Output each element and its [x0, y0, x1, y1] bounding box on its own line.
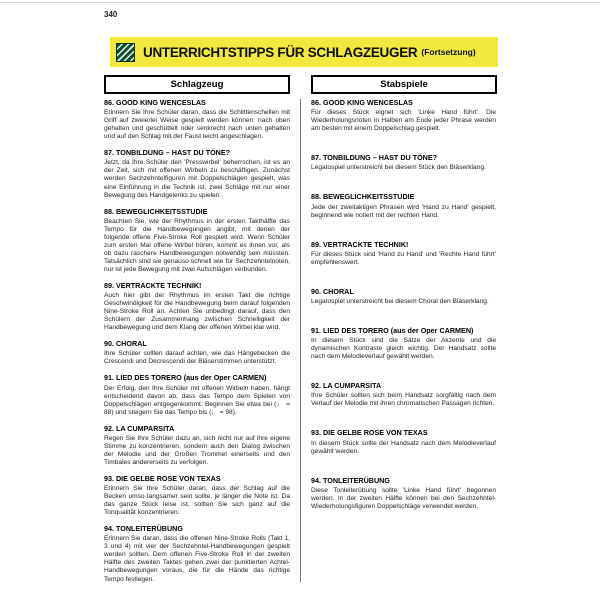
column-header-stabspiele: Stabspiele [311, 75, 497, 94]
tip-section [104, 525, 290, 583]
tip-section [104, 425, 290, 467]
tip-section [311, 154, 496, 172]
tip-body: Auch hier gibt der Rhythmus im ersten Takt die richtige Geschwindigkeit für die Handbewegung beim darauf folgenden Nine-Stroke Roll an. Achten Sie unbedingt darauf, dass den Schülern der Zusammenhang zwischen Schnelligkeit der Handbewegung und dem Klang der offenen Wirbel klar wird. [104, 292, 290, 332]
tip-section [104, 282, 290, 332]
tip-heading: 89. VERTRACKTE TECHNIK! [311, 239, 409, 249]
tip-section [104, 340, 290, 366]
tip-body: Legatospiel unterstreicht bei diesem Choral den Bläserklang. [311, 297, 489, 305]
tip-heading: 91. LIED DES TORERO (aus der Oper CARMEN) [311, 325, 474, 335]
tip-heading: 88. BEWEGLICHKEITSSTUDIE [311, 192, 415, 202]
tip-heading: 89. VERTRACKTE TECHNIK! [104, 280, 202, 290]
tip-body: Regen Sie Ihre Schüler dazu an, sich nicht nur auf ihre eigene Stimme zu konzentrieren, sondern auch den Dialog zwischen der Melodie und der Großen Trommel einerseits und den Timbales andererseits zu verfolgen. [104, 434, 290, 466]
tip-heading: 93. DIE GELBE ROSE VON TEXAS [311, 428, 428, 438]
tip-heading: 90. CHORAL [104, 339, 147, 349]
column-schlagzeug [104, 99, 290, 582]
two-column-body [104, 99, 497, 582]
tip-section [104, 374, 290, 416]
tip-heading: 92. LA CUMPARSITA [104, 423, 175, 433]
tip-body: Erinnern Sie Ihre Schüler daran, dass der Schlag auf die Becken umso langsamer sein sollte, je länger die Note ist. Da das ganze Stück leise ist, sollten Sie sich ganz auf die Tonqualität konzentrieren. [104, 485, 290, 517]
tip-body: In diesem Stück sollte der Handsatz nach dem Melodieverlauf gewählt werden. [311, 439, 496, 455]
tip-section [311, 193, 496, 219]
tip-section [104, 149, 290, 199]
tip-section [104, 208, 290, 274]
tip-section [311, 477, 496, 511]
tip-heading: 86. GOOD KING WENCESLAS [104, 98, 206, 107]
tip-body: Beachten Sie, wie der Rhythmus in der ersten Takthälfte das Tempo für die Handbewegungen angibt, mit denen der folgende offene Five-Stroke Roll gespielt wird. Wenn Schüler zum ersten Mal offene Wirbel hören, kommt es ihnen vor, als ob dazu raschere Handbewegungen notwendig sein müssten. Tatsächlich sind sie genauso schnell wie für Sechzehntelnoten, nur ist jede Bewegung mit zwei Aufschlägen verbunden. [104, 217, 290, 273]
column-divider [300, 99, 301, 582]
chapter-title: UNTERRICHTSTIPPS FÜR SCHLAGZEUGER [143, 44, 418, 60]
tip-heading: 88. BEWEGLICHKEITSSTUDIE [104, 206, 208, 216]
tip-heading: 93. DIE GELBE ROSE VON TEXAS [104, 473, 221, 483]
tip-body: Diese Tonleiterübung sollte 'Linke Hand führt' begonnen werden. In der zweiten Hälfte können bei den Sechzehntel-Wiederholungsfiguren Doppelschläge verwendet werden. [311, 486, 496, 510]
column-stabspiele [311, 99, 496, 582]
series-logo-icon [116, 43, 135, 62]
tip-body: Legatospiel unterstreicht bei diesem Stück den Bläserklang. [311, 164, 486, 172]
tip-body: In diesem Stück sind die Sätze der Akzente und die dynamischen Kontraste gleich wichtig. Der Handsatz sollte nach dem Melodieverlauf gewählt werden. [311, 337, 496, 361]
tip-body: Der Erfolg, den Ihre Schüler mit offenen Wirbeln haben, hängt entscheidend davon ab, dass das Tempo dem Spielen von Doppelschlägen entgegenkommt. Beginnen Sie etwa bei (♩ = 88) und steigern Sie das Tempo bis (♩ = 98). [104, 384, 290, 416]
tip-body: Ihre Schüler sollten sich beim Handsatz sorgfältig nach dem Verlauf der Melodie mit ihren chromatischen Passagen richten. [311, 392, 496, 408]
tip-body: Ihre Schüler sollten darauf achten, wie das Hängebecken die Crescendi und Decrescendi der Bläserstimmen unterstützt. [104, 350, 290, 366]
tip-heading: 91. LIED DES TORERO (aus der Oper CARMEN) [104, 373, 267, 383]
tip-heading: 90. CHORAL [311, 286, 354, 296]
tip-section [311, 241, 496, 267]
chapter-subtitle: (Fortsetzung) [421, 47, 476, 57]
tip-section [311, 429, 496, 455]
tip-heading: 87. TONBILDUNG – HAST DU TÖNE? [311, 153, 438, 163]
tip-section [311, 288, 496, 306]
tip-body: Jede der zweitaktigen Phrasen wird 'Hand zu Hand' gespielt, beginnend wie notiert mit der rechten Hand. [311, 203, 496, 219]
tip-section [311, 382, 496, 408]
tip-heading: 86. GOOD KING WENCESLAS [311, 98, 413, 107]
tip-body: Erinnern Sie Ihre Schüler daran, dass die Schlittenschellen mit Griff auf zweierlei Weise gespielt werden können: nach oben gehalten und geschüttelt oder senkrecht nach unten gehalten und auf den Schlag mit der Faust leicht angeschlagen. [104, 109, 290, 141]
tip-body: Jetzt, da Ihre Schüler den 'Presswirbel' beherrschen, ist es an der Zeit, sich mit offenen Wirbeln zu beschäftigen. Zunächst werden Sechzehntelfiguren mit Doppelschlägen gespielt, was eine Einführung in die Technik ist, zwei Schläge mit nur einer Bewegung des Handgelenks zu spielen. [104, 159, 290, 199]
tip-heading: 87. TONBILDUNG – HAST DU TÖNE? [104, 148, 231, 158]
column-header-schlagzeug: Schlagzeug [104, 75, 290, 94]
tip-section [104, 475, 290, 517]
tip-heading: 94. TONLEITERÜBUNG [104, 524, 183, 534]
tip-body: Für dieses Stück sind 'Hand zu Hand' und 'Rechte Hand führt' empfehlenswert. [311, 250, 496, 266]
tip-body: Erinnern Sie daran, dass die offenen Nine-Stroke Rolls (Takt 1, 3 und 4) mit vier der Sechzehntel-Handbewegungen gespielt werden sollten. Dem offenen Five-Stroke Roll in der zweiten Hälfte des zweiten Taktes gehen zwei der punktierten Achtel-Handbewegungen voraus, die für die Hände das richtige Tempo festlegen. [104, 535, 290, 583]
tip-body: Für dieses Stück eignet sich 'Linke Hand führt'. Die Wiederholungsnoten in Halben am Ende jeder Phrase werden am besten mit einem Doppelschlag gespielt. [311, 109, 496, 133]
tip-section [311, 327, 496, 361]
tip-section [311, 99, 496, 133]
column-headers [104, 75, 497, 94]
tip-heading: 94. TONLEITERÜBUNG [311, 475, 390, 485]
tip-section [104, 99, 290, 141]
tip-heading: 92. LA CUMPARSITA [311, 381, 382, 391]
page-number: 340 [104, 10, 118, 19]
chapter-banner [110, 37, 498, 67]
